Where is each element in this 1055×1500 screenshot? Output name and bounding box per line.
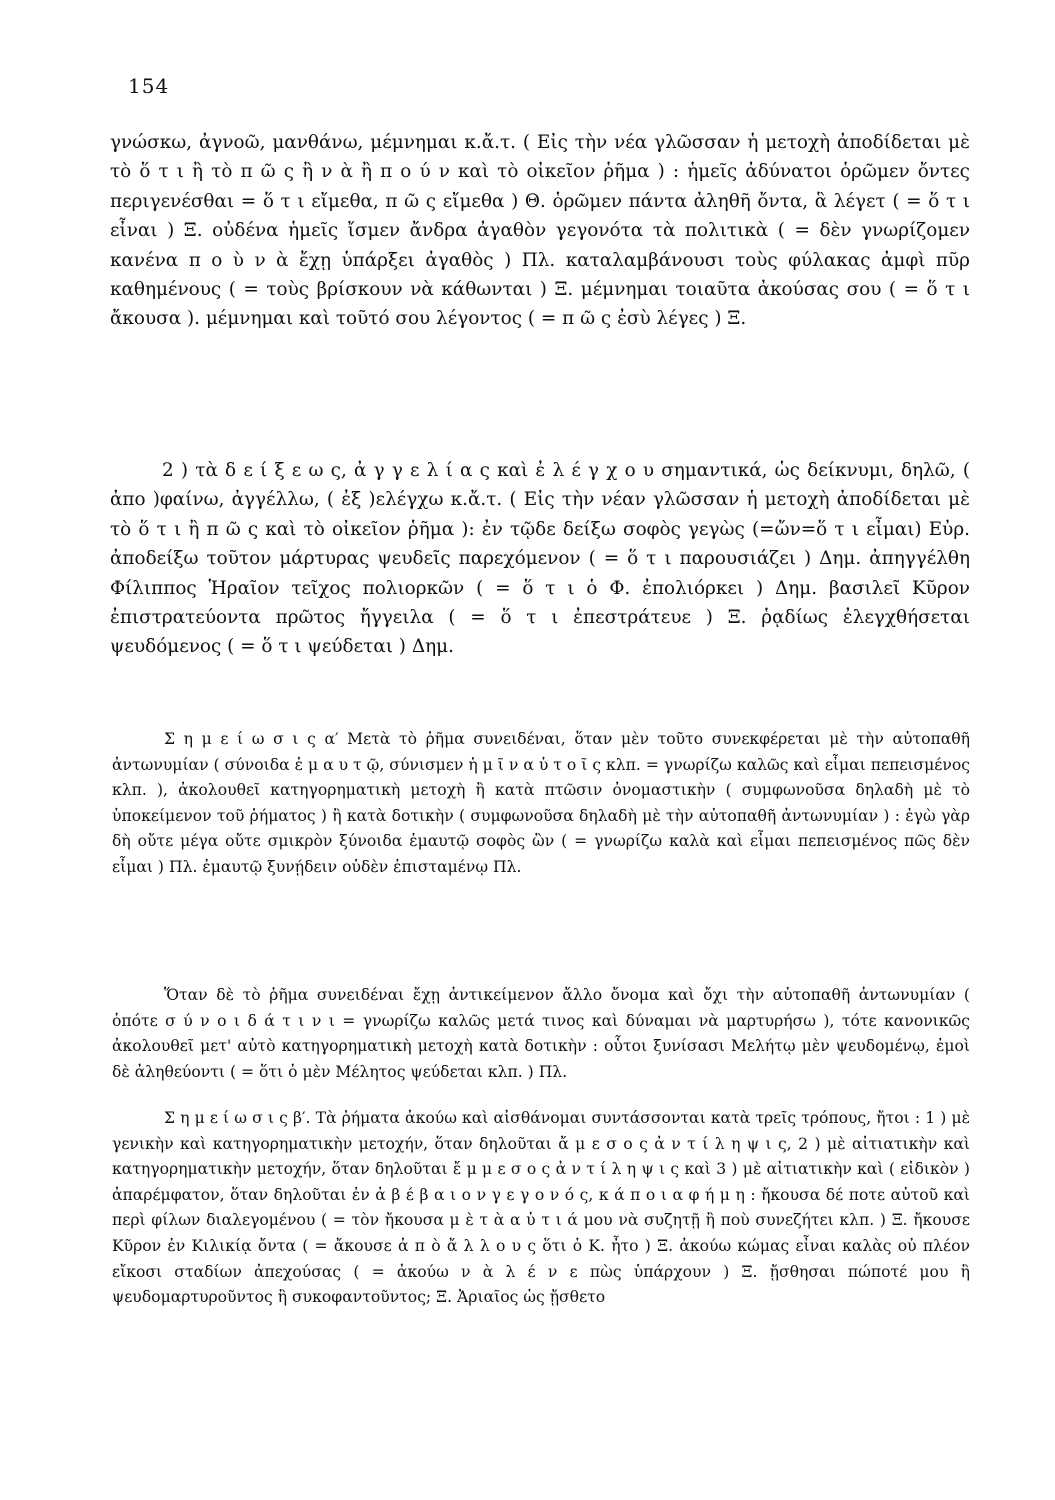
note-alpha-text: Σ η μ ε ί ω σ ι ς α′ Μετὰ τὸ ῥῆμα συνειδέναι, ὅταν μὲν τοῦτο συνεκφέρεται μὲ τὴν αὐτοπαθῆ ἀντωνυμίαν ( σύνοιδα ἐ μ α υ τ ῷ, σύνισμεν ἡ μ ῖ ν α ὐ τ ο ῖ ς κλπ. = γνωρίζω καλῶς καὶ εἶμαι πεπεισμένος κλπ. ), ἀκολουθεῖ κατηγορηματικὴ μετοχὴ ἢ κατὰ πτῶσιν ὀνομαστικὴν ( συμφωνοῦσα δηλαδὴ μὲ τὸ ὑποκείμενον τοῦ ῥήματος ) ἢ κατὰ δοτικὴν ( συμφωνοῦσα δηλαδὴ μὲ τὴν αὐτοπαθῆ ἀντωνυμίαν ) : ἐγὼ γὰρ δὴ οὔτε μέγα οὔτε σμικρὸν ξύνοιδα ἐμαυτῷ σοφὸς ὢν ( = γνωρίζω καλὰ καὶ εἶμαι πεπεισμένος πῶς δὲν εἶμαι ) Πλ. ἐμαυτῷ ξυνῄδειν οὐδὲν ἐπισταμένῳ Πλ. xyxy=(112,730,970,876)
paragraph-participle-showing xyxy=(110,456,970,662)
note-beta-text: Σ η μ ε ί ω σ ι ς β′. Τὰ ῥήματα ἀκούω καὶ αἰσθάνομαι συντάσσονται κατὰ τρεῖς τρόπους, ἤτοι : 1 ) μὲ γενικὴν καὶ κατηγορηματικὴν μετοχήν, ὅταν δηλοῦται ἄ μ ε σ ο ς ἀ ν τ ί λ η ψ ι ς, 2 ) μὲ αἰτιατικὴν καὶ κατηγορηματικὴν μετοχήν, ὅταν δηλοῦται ἔ μ μ ε σ ο ς ἀ ν τ ί λ η ψ ι ς καὶ 3 ) μὲ αἰτιατικὴν καὶ ( εἰδικὸν ) ἀπαρέμφατον, ὅταν δηλοῦται ἐν ἀ β έ β α ι ο ν γ ε γ ο ν ό ς, κ ά π ο ι α φ ή μ η : ἤκουσα δέ ποτε αὐτοῦ καὶ περὶ φίλων διαλεγομένου ( = τὸν ἤκουσα μ ὲ τ ὰ α ὐ τ ι ά μου νὰ συζητῇ ἢ ποὺ συνεζήτει κλπ. ) Ξ. ἤκουσε Κῦρον ἐν Κιλικίᾳ ὄντα ( = ἄκουσε ἀ π ὸ ἄ λ λ ο υ ς ὅτι ὁ Κ. ἦτο ) Ξ. ἀκούω κώμας εἶναι καλὰς οὐ πλέον εἴκοσι σταδίων ἀπεχούσας ( = ἀκούω ν ὰ λ έ ν ε πὼς ὑπάρχουν ) Ξ. ᾔσθησαι πώποτέ μου ἢ ψευδομαρτυροῦντος ἢ συκοφαντοῦντος; Ξ. Ἀριαῖος ὡς ᾔσθετο xyxy=(112,1109,970,1307)
note-alpha-continued-text: Ὅταν δὲ τὸ ῥῆμα συνειδέναι ἔχῃ ἀντικείμενον ἄλλο ὄνομα καὶ ὄχι τὴν αὐτοπαθῆ ἀντωνυμίαν ( ὁπότε σ ύ ν ο ι δ ά τ ι ν ι = γνωρίζω καλῶς μετά τινος καὶ δύναμαι νὰ μαρτυρήσω ), τότε κανονικῶς ἀκολουθεῖ μετ' αὐτὸ κατηγορηματικὴ μετοχὴ κατὰ δοτικὴν : οὗτοι ξυνίσασι Μελήτῳ μὲν ψευδομένῳ, ἐμοὶ δὲ ἀληθεύοντι ( = ὅτι ὁ μὲν Μέλητος ψεύδεται κλπ. ) Πλ. xyxy=(112,986,970,1081)
paragraph-participle-showing-text: 2 ) τὰ δ ε ί ξ ε ω ς, ἀ γ γ ε λ ί α ς καὶ ἐ λ έ γ χ ο υ σημαντικά, ὡς δείκνυμι, δηλῶ, ( ἀπο )φαίνω, ἀγγέλλω, ( ἐξ )ελέγχω κ.ἄ.τ. ( Εἰς τὴν νέαν γλῶσσαν ἡ μετοχὴ ἀποδίδεται μὲ τὸ ὅ τ ι ἢ π ῶ ς καὶ τὸ οἰκεῖον ῥῆμα ): ἐν τῷδε δείξω σοφὸς γεγὼς (=ὤν=ὅ τ ι εἶμαι) Εὐρ. ἀποδείξω τοῦτον μάρτυρας ψευδεῖς παρεχόμενον ( = ὅ τ ι παρουσιάζει ) Δημ. ἀπηγγέλθη Φίλιππος Ἡραῖον τεῖχος πολιορκῶν ( = ὅ τ ι ὁ Φ. ἐπολιόρκει ) Δημ. βασιλεῖ Κῦρον ἐπιστρατεύοντα πρῶτος ἤγγειλα ( = ὅ τ ι ἐπεστράτευε ) Ξ. ῥᾳδίως ἐλεγχθήσεται ψευδόμενος ( = ὅ τ ι ψεύδεται ) Δημ. xyxy=(110,460,970,658)
note-beta xyxy=(112,1106,970,1311)
note-alpha xyxy=(112,727,970,881)
page-number: 154 xyxy=(128,74,170,98)
note-alpha-continued xyxy=(112,983,970,1085)
paragraph-participle-knowledge: γνώσκω, ἀγνοῶ, μανθάνω, μέμνημαι κ.ἄ.τ. ( Εἰς τὴν νέα γλῶσσαν ἡ μετοχὴ ἀποδίδεται μὲ τὸ ὅ τ ι ἢ τὸ π ῶ ς ἢ ν ὰ ἢ π ο ύ ν καὶ τὸ οἰκεῖον ῥῆμα ) : ἡμεῖς ἀδύνατοι ὁρῶμεν ὄντες περιγενέσθαι = ὅ τ ι εἴμεθα, π ῶ ς εἴμεθα ) Θ. ὁρῶμεν πάντα ἀληθῆ ὄντα, ἃ λέγετ ( = ὅ τ ι εἶναι ) Ξ. οὐδένα ἡμεῖς ἴσμεν ἄνδρα ἀγαθὸν γεγονότα τὰ πολιτικὰ ( = δὲν γνωρίζομεν κανένα π ο ὺ ν ὰ ἔχῃ ὑπάρξει ἀγαθὸς ) Πλ. καταλαμβάνουσι τοὺς φύλακας ἀμφὶ πῦρ καθημένους ( = τοὺς βρίσκουν νὰ κάθωνται ) Ξ. μέμνημαι τοιαῦτα ἀκούσας σου ( = ὅ τ ι ἄκουσα ). μέμνημαι καὶ τοῦτό σου λέγοντος ( = π ῶ ς ἐσὺ λέγες ) Ξ. xyxy=(110,132,970,330)
